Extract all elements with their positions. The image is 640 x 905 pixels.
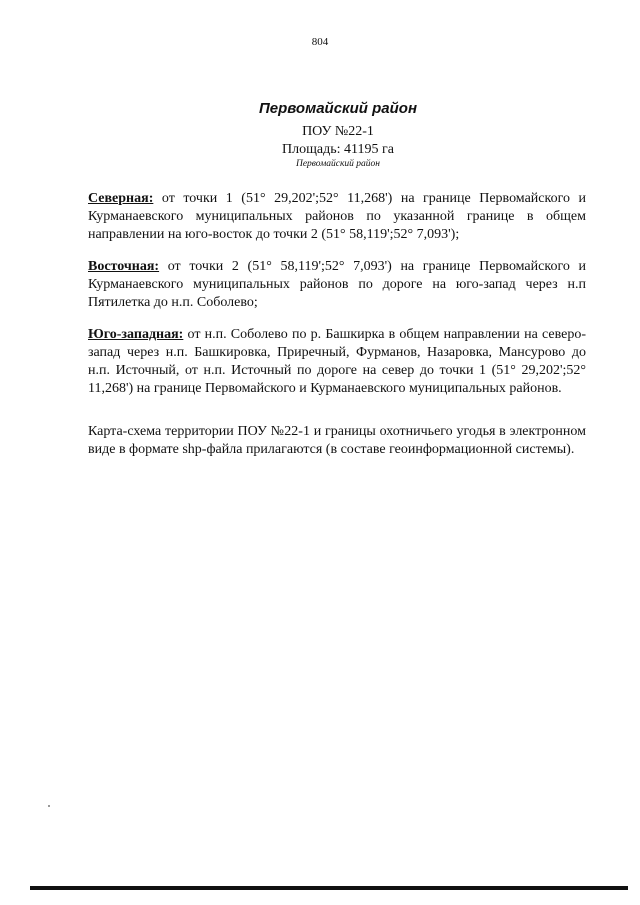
north-boundary-text: от точки 1 (51° 29,202';52° 11,268') на границе Первомайского и Курманаевского муниципальных районов по указанной границе в общем направлении на юго-восток до точки 2 (51° 58,119';52° 7,093'); [88, 191, 586, 242]
east-boundary-text: от точки 2 (51° 58,119';52° 7,093') на границе Первомайского и Курманаевского муниципальных районов по дороге на юго-запад через н.п Пятилетка до н.п. Соболево; [88, 259, 586, 310]
scan-mark [48, 805, 50, 807]
southwest-boundary-paragraph [88, 326, 586, 398]
pou-number: ПОУ №22-1 [302, 124, 374, 139]
map-note-paragraph: Карта-схема территории ПОУ №22-1 и границы охотничьего угодья в электронном виде в формате shp-файла прилагаются (в составе геоинформационной системы). [88, 424, 586, 457]
page-number: 804 [311, 36, 329, 48]
east-boundary-label: Восточная: [88, 259, 160, 274]
north-boundary-paragraph [88, 190, 586, 244]
north-boundary-label: Северная: [88, 191, 154, 206]
pou-area: Площадь: 41195 га [282, 142, 394, 157]
east-boundary-paragraph [88, 258, 586, 312]
district-title: Первомайский район [258, 100, 418, 117]
bottom-rule [30, 886, 628, 890]
southwest-boundary-text: от н.п. Соболево по р. Башкирка в общем направлении на северо-запад через н.п. Башкировка, Приречный, Фурманов, Назаровка, Мансурово до н.п. Источный, от н.п. Источный по дороге на север до точки 1 (51° 29,202';52° 11,268') на границе Первомайского и Курманаевского муниципальных районов. [88, 327, 586, 396]
southwest-boundary-label: Юго-западная: [88, 327, 184, 342]
pou-district-subtitle: Первомайский район [295, 159, 381, 169]
